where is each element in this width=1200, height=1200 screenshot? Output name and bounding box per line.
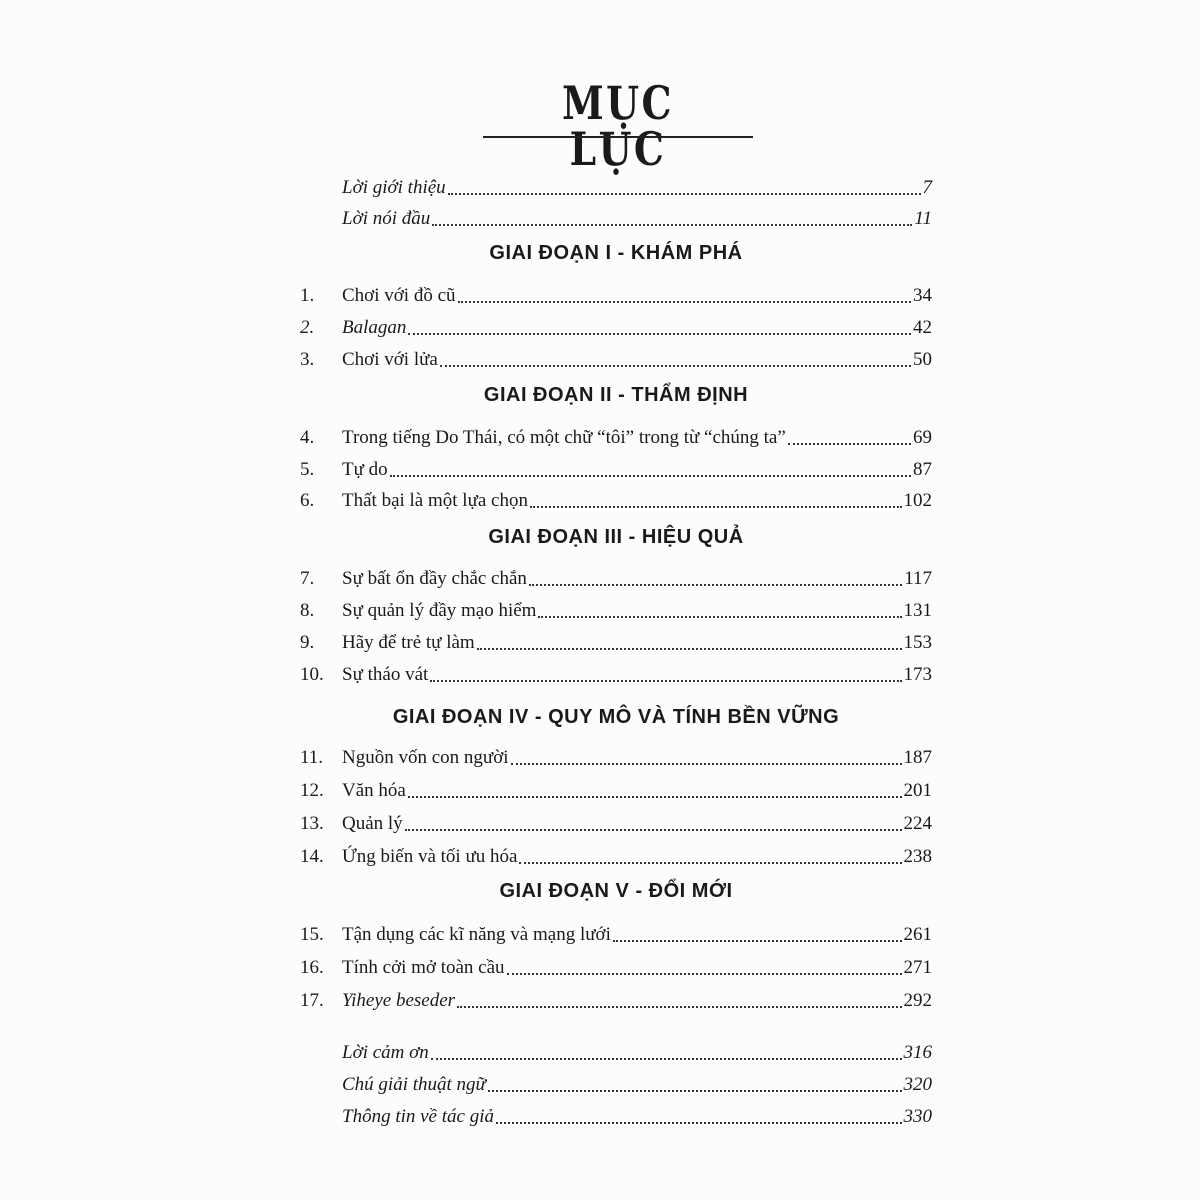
dot-leader bbox=[405, 829, 902, 831]
toc-entry-1[interactable] bbox=[300, 276, 932, 308]
dot-leader bbox=[530, 506, 902, 508]
dot-leader bbox=[408, 333, 911, 335]
toc-entry-3[interactable] bbox=[300, 340, 932, 372]
dot-leader bbox=[432, 224, 912, 226]
entry-number: 12. bbox=[300, 780, 324, 801]
entry-label: Lời cảm ơn bbox=[342, 1042, 429, 1063]
title-underline bbox=[483, 136, 753, 138]
toc-entry-12[interactable] bbox=[300, 771, 932, 803]
toc-entry-8[interactable] bbox=[300, 591, 932, 623]
entry-page: 238 bbox=[903, 846, 932, 867]
entry-label: Chú giải thuật ngữ bbox=[342, 1074, 486, 1095]
entry-number: 17. bbox=[300, 990, 324, 1011]
section-heading-4: GIAI ĐOẠN IV - QUY MÔ VÀ TÍNH BỀN VỮNG bbox=[392, 706, 840, 728]
entry-number: 13. bbox=[300, 813, 324, 834]
entry-label: Quản lý bbox=[342, 813, 403, 834]
dot-leader bbox=[519, 862, 901, 864]
entry-label: Trong tiếng Do Thái, có một chữ “tôi” trong từ “chúng ta” bbox=[342, 427, 786, 448]
dot-leader bbox=[440, 365, 911, 367]
dot-leader bbox=[477, 648, 902, 650]
toc-entry-2[interactable] bbox=[300, 308, 932, 340]
entry-number: 8. bbox=[300, 600, 315, 621]
dot-leader bbox=[488, 1090, 902, 1092]
entry-label: Yiheye beseder bbox=[342, 990, 456, 1011]
toc-entry-back-3[interactable] bbox=[300, 1097, 932, 1129]
toc-entry-13[interactable] bbox=[300, 804, 932, 836]
dot-leader bbox=[529, 584, 902, 586]
dot-leader bbox=[511, 763, 902, 765]
entry-label: Thông tin về tác giả bbox=[342, 1106, 494, 1127]
entry-page: 87 bbox=[913, 459, 932, 480]
toc-entry-10[interactable] bbox=[300, 655, 932, 687]
entry-page: 320 bbox=[903, 1074, 932, 1095]
entry-page: 102 bbox=[903, 490, 932, 511]
dot-leader bbox=[458, 301, 911, 303]
entry-number: 16. bbox=[300, 957, 324, 978]
entry-page: 330 bbox=[903, 1106, 932, 1127]
entry-label: Lời giới thiệu bbox=[342, 177, 446, 198]
toc-entry-16[interactable] bbox=[300, 948, 932, 980]
toc-entry-9[interactable] bbox=[300, 623, 932, 655]
entry-label: Chơi với đồ cũ bbox=[342, 285, 456, 306]
entry-label: Thất bại là một lựa chọn bbox=[342, 490, 528, 511]
entry-number: 11. bbox=[300, 747, 324, 768]
toc-entry-6[interactable] bbox=[300, 481, 932, 513]
toc-entry-7[interactable] bbox=[300, 559, 932, 591]
dot-leader bbox=[390, 475, 911, 477]
entry-page: 11 bbox=[914, 208, 932, 229]
entry-label: Nguồn vốn con người bbox=[342, 747, 509, 768]
section-heading-5: GIAI ĐOẠN V - ĐỔI MỚI bbox=[499, 880, 733, 902]
page-title: MỤC LỤC bbox=[561, 76, 675, 176]
entry-label: Tự do bbox=[342, 459, 388, 480]
entry-page: 173 bbox=[903, 664, 932, 685]
entry-label: Sự tháo vát bbox=[342, 664, 429, 685]
toc-entry-back-1[interactable] bbox=[300, 1033, 932, 1065]
entry-number: 10. bbox=[300, 664, 324, 685]
toc-entry-front-2[interactable] bbox=[300, 199, 932, 231]
entry-label: Balagan bbox=[342, 317, 407, 338]
entry-label: Tận dụng các kĩ năng và mạng lưới bbox=[342, 924, 611, 945]
entry-label: Chơi với lửa bbox=[342, 349, 438, 370]
entry-page: 34 bbox=[913, 285, 932, 306]
toc-entry-front-1[interactable] bbox=[300, 168, 932, 200]
entry-label: Hãy để trẻ tự làm bbox=[342, 632, 475, 653]
toc-entry-5[interactable] bbox=[300, 450, 932, 482]
toc-entry-11[interactable] bbox=[300, 738, 932, 770]
entry-page: 7 bbox=[922, 177, 932, 198]
entry-number: 9. bbox=[300, 632, 315, 653]
dot-leader bbox=[431, 1058, 902, 1060]
entry-page: 316 bbox=[903, 1042, 932, 1063]
entry-label: Sự quản lý đầy mạo hiểm bbox=[342, 600, 537, 621]
entry-page: 131 bbox=[903, 600, 932, 621]
entry-number: 2. bbox=[300, 317, 315, 338]
entry-label: Tính cởi mở toàn cầu bbox=[342, 957, 505, 978]
toc-entry-17[interactable] bbox=[300, 981, 932, 1013]
entry-number: 1. bbox=[300, 285, 315, 306]
entry-number: 6. bbox=[300, 490, 315, 511]
entry-page: 187 bbox=[903, 747, 932, 768]
entry-page: 50 bbox=[913, 349, 932, 370]
toc-entry-4[interactable] bbox=[300, 418, 932, 450]
entry-label: Ứng biến và tối ưu hóa bbox=[342, 846, 518, 867]
section-heading-2: GIAI ĐOẠN II - THẨM ĐỊNH bbox=[483, 384, 749, 406]
entry-page: 292 bbox=[903, 990, 932, 1011]
dot-leader bbox=[457, 1006, 901, 1008]
dot-leader bbox=[613, 940, 902, 942]
entry-page: 69 bbox=[913, 427, 932, 448]
entry-page: 117 bbox=[904, 568, 932, 589]
entry-page: 42 bbox=[913, 317, 932, 338]
dot-leader bbox=[496, 1122, 902, 1124]
entry-number: 14. bbox=[300, 846, 324, 867]
dot-leader bbox=[408, 796, 902, 798]
entry-page: 153 bbox=[903, 632, 932, 653]
entry-page: 261 bbox=[903, 924, 932, 945]
toc-entry-15[interactable] bbox=[300, 915, 932, 947]
dot-leader bbox=[788, 443, 911, 445]
entry-number: 7. bbox=[300, 568, 315, 589]
entry-label: Lời nói đầu bbox=[342, 208, 431, 229]
entry-label: Văn hóa bbox=[342, 780, 406, 801]
entry-label: Sự bất ổn đầy chắc chắn bbox=[342, 568, 527, 589]
entry-number: 3. bbox=[300, 349, 315, 370]
entry-number: 5. bbox=[300, 459, 315, 480]
toc-entry-14[interactable] bbox=[300, 837, 932, 869]
dot-leader bbox=[430, 680, 901, 682]
entry-number: 4. bbox=[300, 427, 315, 448]
entry-page: 271 bbox=[903, 957, 932, 978]
entry-number: 15. bbox=[300, 924, 324, 945]
entry-page: 201 bbox=[903, 780, 932, 801]
section-heading-1: GIAI ĐOẠN I - KHÁM PHÁ bbox=[489, 242, 743, 264]
dot-leader bbox=[538, 616, 901, 618]
dot-leader bbox=[507, 973, 902, 975]
dot-leader bbox=[448, 193, 921, 195]
toc-entry-back-2[interactable] bbox=[300, 1065, 932, 1097]
entry-page: 224 bbox=[903, 813, 932, 834]
section-heading-3: GIAI ĐOẠN III - HIỆU QUẢ bbox=[488, 526, 744, 548]
